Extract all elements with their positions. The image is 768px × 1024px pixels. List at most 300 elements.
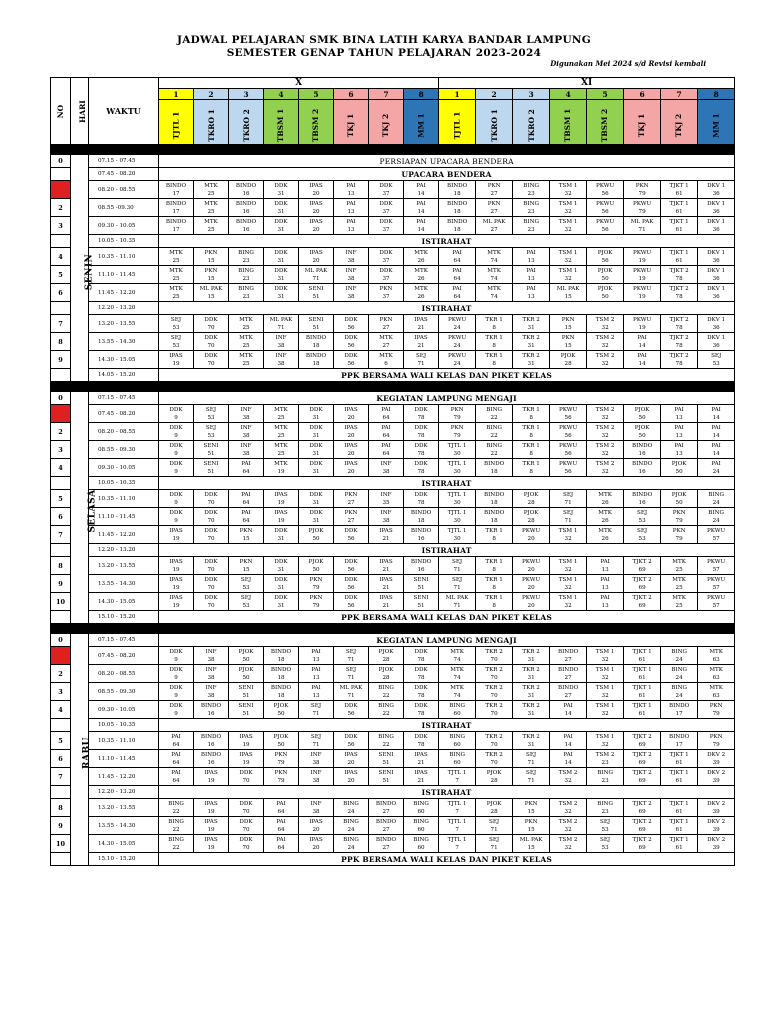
period-number: 7 [51,768,71,786]
subject-code: MTK [598,509,612,516]
lesson-cell [334,248,369,266]
teacher-code: 56 [347,602,355,609]
teacher-code: 71 [453,584,461,591]
subject-code: IPAS [169,558,183,565]
teacher-code: 20 [347,468,355,475]
teacher-code: 21 [417,759,425,766]
teacher-code: 79 [453,432,461,439]
time-slot: 07.15 - 07.45 [89,155,159,168]
teacher-code: 8 [492,602,496,609]
lesson-cell [404,333,439,351]
lesson-cell [264,441,299,459]
teacher-code: 30 [453,468,461,475]
teacher-code: 63 [712,674,720,681]
teacher-code: 14 [417,208,425,215]
activity-label: ISTIRAHAT [159,302,735,315]
teacher-code: 50 [601,293,609,300]
subject-code: PKN [274,751,288,758]
teacher-code: 61 [675,808,683,815]
subject-code: TJKT 2 [669,267,689,274]
subject-code: MTK [239,316,253,323]
teacher-code: 56 [347,566,355,573]
lesson-cell [587,405,624,423]
teacher-code: 9 [174,710,178,717]
teacher-code: 28 [382,656,390,663]
lesson-cell [334,701,369,719]
subject-code: IPAS [309,218,323,225]
teacher-code: 30 [453,517,461,524]
teacher-code: 25 [242,360,250,367]
subject-code: MTK [204,200,218,207]
lesson-cell [698,490,735,508]
subject-code: INF [380,509,392,516]
subject-code: DDK [344,702,358,709]
teacher-code: 13 [312,674,320,681]
lesson-cell [194,490,229,508]
lesson-cell [624,593,661,611]
teacher-code: 53 [712,360,720,367]
lesson-cell [587,575,624,593]
lesson-cell [404,459,439,477]
lesson-cell [698,199,735,217]
period-number: 7 [51,526,71,544]
subject-code: MTK [450,648,464,655]
teacher-code: 69 [638,826,646,833]
subject-code: PJOK [597,285,613,292]
lesson-cell [550,665,587,683]
class-name-label: TKRO 1 [206,108,216,142]
teacher-code: 21 [417,777,425,784]
subject-code: BINDO [165,218,187,225]
lesson-cell [476,732,513,750]
subject-code: DKV 2 [707,836,726,843]
day-separator [51,145,735,155]
class-name-label: TJTL 1 [171,111,181,139]
teacher-code: 24 [347,844,355,851]
subject-code: DDK [379,182,393,189]
lesson-cell [369,405,404,423]
lesson-cell [476,333,513,351]
subject-code: PKWU [596,218,615,225]
subject-code: MTK [598,491,612,498]
teacher-code: 70 [207,499,215,506]
lesson-cell [299,423,334,441]
teacher-code: 32 [564,566,572,573]
subject-code: DKV 1 [707,285,726,292]
teacher-code: 38 [277,360,285,367]
lesson-cell [264,817,299,835]
time-slot: 11.10 - 11.45 [89,750,159,768]
teacher-code: 51 [417,602,425,609]
subject-code: DKV 2 [707,800,726,807]
subject-code: SENI [238,684,254,691]
teacher-code: 38 [312,808,320,815]
lesson-cell [194,526,229,544]
teacher-code: 50 [675,499,683,506]
subject-code: PAI [416,200,426,207]
subject-code: SENI [238,702,254,709]
teacher-code: 70 [490,674,498,681]
subject-code: PKWU [522,558,541,565]
subject-code: MTK [169,249,183,256]
subject-code: DDK [204,576,218,583]
subject-code: DDK [204,334,218,341]
lesson-cell [159,665,194,683]
period-number: 5 [51,490,71,508]
lesson-cell [299,333,334,351]
lesson-cell [513,333,550,351]
lesson-cell [404,441,439,459]
teacher-code: 32 [601,450,609,457]
subject-code: ML PAK [445,594,469,601]
lesson-cell [159,441,194,459]
teacher-code: 17 [675,741,683,748]
subject-code: DKV 1 [707,249,726,256]
teacher-code: 15 [207,293,215,300]
lesson-cell [439,248,476,266]
teacher-code: 71 [490,844,498,851]
lesson-cell [661,315,698,333]
subject-code: TKR 2 [485,666,503,673]
teacher-code: 8 [529,450,533,457]
teacher-code: 71 [347,692,355,699]
teacher-code: 38 [382,517,390,524]
subject-code: TJTL 1 [447,442,467,449]
subject-code: BINDO [668,733,690,740]
schedule-table [50,77,735,866]
subject-code: TSM 1 [558,249,578,256]
class-number: 7 [369,89,404,100]
lesson-cell [439,508,476,526]
class-name-header [476,100,513,145]
teacher-code: 39 [712,844,720,851]
teacher-code: 25 [277,450,285,457]
teacher-code: 56 [601,226,609,233]
subject-code: BINDO [446,218,468,225]
teacher-code: 25 [207,208,215,215]
teacher-code: 16 [417,535,425,542]
teacher-code: 14 [564,710,572,717]
teacher-code: 79 [277,759,285,766]
lesson-cell [369,490,404,508]
teacher-code: 24 [675,656,683,663]
lesson-cell [404,750,439,768]
subject-code: PAI [452,285,462,292]
subject-code: TKR 2 [522,733,540,740]
subject-code: INF [345,249,357,256]
teacher-code: 20 [312,257,320,264]
lesson-cell [550,647,587,665]
period-number: 8 [51,557,71,575]
time-slot: 10.35 - 11.10 [89,732,159,750]
subject-code: MTK [598,527,612,534]
teacher-code: 13 [601,584,609,591]
lesson-cell [587,266,624,284]
lesson-cell [334,575,369,593]
teacher-code: 32 [564,257,572,264]
teacher-code: 56 [347,584,355,591]
subject-code: PAI [674,424,684,431]
day-separator [51,624,735,634]
subject-code: DDK [169,666,183,673]
period-number [51,369,71,382]
schedule-merged-row [51,853,735,866]
teacher-code: 61 [638,674,646,681]
lesson-cell [194,593,229,611]
lesson-cell [299,683,334,701]
subject-code: SEJ [310,702,322,709]
teacher-code: 79 [675,517,683,524]
teacher-code: 31 [277,257,285,264]
lesson-cell [334,181,369,199]
lesson-cell [587,817,624,835]
teacher-code: 20 [347,450,355,457]
lesson-cell [661,405,698,423]
teacher-code: 23 [527,208,535,215]
teacher-code: 25 [207,226,215,233]
teacher-code: 27 [382,808,390,815]
subject-code: BINDO [483,491,505,498]
teacher-code: 36 [712,226,720,233]
period-number: 5 [51,266,71,284]
schedule-merged-row [51,611,735,624]
teacher-code: 32 [601,414,609,421]
lesson-cell [476,423,513,441]
lesson-cell [550,217,587,235]
teacher-code: 64 [277,844,285,851]
lesson-cell [194,405,229,423]
schedule-row [51,217,735,235]
schedule-merged-row [51,369,735,382]
lesson-cell [369,665,404,683]
class-number: 7 [661,89,698,100]
lesson-cell [299,665,334,683]
lesson-cell [513,351,550,369]
subject-code: PJOK [238,648,254,655]
subject-code: BINDO [305,352,327,359]
schedule-merged-row [51,392,735,405]
teacher-code: 13 [527,257,535,264]
subject-code: ML PAK [269,316,293,323]
lesson-cell [698,459,735,477]
lesson-cell [299,351,334,369]
subject-code: PAI [711,424,721,431]
time-slot: 12.20 - 13.20 [89,786,159,799]
subject-code: PKN [561,334,575,341]
teacher-code: 19 [277,517,285,524]
lesson-cell [624,199,661,217]
class-number: 1 [439,89,476,100]
teacher-code: 50 [601,275,609,282]
subject-code: SENI [203,460,219,467]
schedule-row [51,701,735,719]
subject-code: IPAS [309,182,323,189]
subject-code: PJOK [634,406,650,413]
teacher-code: 70 [207,535,215,542]
lesson-cell [404,423,439,441]
lesson-cell [439,647,476,665]
lesson-cell [404,284,439,302]
teacher-code: 64 [172,741,180,748]
time-slot: 12.20 - 13.20 [89,544,159,557]
lesson-cell [299,799,334,817]
teacher-code: 25 [172,275,180,282]
waktu-header: WAKTU [89,78,159,145]
teacher-code: 60 [417,826,425,833]
teacher-code: 56 [347,535,355,542]
teacher-code: 36 [712,275,720,282]
subject-code: TSM 2 [595,406,615,413]
teacher-code: 24 [712,468,720,475]
time-slot: 13.55 - 14.30 [89,817,159,835]
time-slot: 14.05 - 15.20 [89,369,159,382]
subject-code: DDK [274,182,288,189]
teacher-code: 24 [347,826,355,833]
teacher-code: 32 [564,584,572,591]
subject-code: DDK [169,648,183,655]
lesson-cell [698,799,735,817]
lesson-cell [661,181,698,199]
period-number: 0 [51,634,71,647]
lesson-cell [587,423,624,441]
teacher-code: 79 [277,777,285,784]
teacher-code: 30 [453,450,461,457]
time-slot: 12.20 - 13.20 [89,302,159,315]
lesson-cell [264,423,299,441]
lesson-cell [334,441,369,459]
lesson-cell [476,490,513,508]
subject-code: BINDO [270,648,292,655]
teacher-code: 78 [417,499,425,506]
teacher-code: 22 [172,808,180,815]
lesson-cell [229,405,264,423]
teacher-code: 30 [453,535,461,542]
teacher-code: 31 [527,656,535,663]
lesson-cell [698,423,735,441]
lesson-cell [661,441,698,459]
teacher-code: 71 [527,759,535,766]
lesson-cell [587,459,624,477]
subject-code: PKN [344,491,358,498]
lesson-cell [194,248,229,266]
lesson-cell [624,683,661,701]
lesson-cell [404,405,439,423]
subject-code: DKV 1 [707,267,726,274]
teacher-code: 61 [675,759,683,766]
teacher-code: 27 [564,692,572,699]
teacher-code: 23 [601,808,609,815]
class-number: 6 [334,89,369,100]
lesson-cell [439,181,476,199]
class-name-label: TBSM 1 [276,108,286,142]
subject-code: DDK [169,460,183,467]
teacher-code: 14 [417,226,425,233]
teacher-code: 56 [564,450,572,457]
lesson-cell [513,750,550,768]
subject-code: PAI [311,648,321,655]
teacher-code: 13 [347,190,355,197]
subject-code: PKWU [559,460,578,467]
subject-code: SEJ [526,769,537,776]
lesson-cell [698,181,735,199]
teacher-code: 74 [490,293,498,300]
subject-code: BINDO [631,442,653,449]
time-slot: 13.20 - 13.55 [89,557,159,575]
subject-code: DDK [379,249,393,256]
subject-code: ML PAK [304,267,328,274]
lesson-cell [661,526,698,544]
teacher-code: 32 [564,190,572,197]
subject-code: TSM 2 [595,352,615,359]
class-number: 4 [550,89,587,100]
lesson-cell [264,490,299,508]
subject-code: DDK [344,576,358,583]
lesson-cell [513,217,550,235]
subject-code: BINDO [483,509,505,516]
subject-code: PKWU [522,576,541,583]
subject-code: PJOK [486,769,502,776]
subject-code: TSM 1 [558,267,578,274]
teacher-code: 22 [490,414,498,421]
lesson-cell [159,217,194,235]
teacher-code: 27 [490,226,498,233]
lesson-cell [264,181,299,199]
lesson-cell [624,835,661,853]
lesson-cell [513,405,550,423]
subject-code: PKN [309,594,323,601]
subject-code: PKWU [633,285,652,292]
teacher-code: 53 [172,342,180,349]
teacher-code: 31 [277,566,285,573]
class-name-header [624,100,661,145]
subject-code: IPAS [169,576,183,583]
subject-code: PKWU [559,442,578,449]
lesson-cell [264,593,299,611]
lesson-cell [439,768,476,786]
subject-code: MTK [274,424,288,431]
class-name-label: TKJ 2 [674,113,684,137]
subject-code: TJKT 2 [632,769,652,776]
teacher-code: 28 [527,499,535,506]
teacher-code: 22 [172,826,180,833]
lesson-cell [299,315,334,333]
period-number: 10 [51,593,71,611]
lesson-cell [194,701,229,719]
lesson-cell [624,575,661,593]
teacher-code: 56 [347,710,355,717]
subject-code: PAI [241,460,251,467]
teacher-code: 18 [453,190,461,197]
subject-code: PKN [635,182,649,189]
activity-label: ISTIRAHAT [159,544,735,557]
lesson-cell [513,683,550,701]
schedule-row [51,732,735,750]
subject-code: BINDO [557,666,579,673]
time-slot: 07.45 - 08.20 [89,168,159,181]
time-slot: 09.30 - 10.05 [89,217,159,235]
lesson-cell [661,799,698,817]
teacher-code: 27 [382,844,390,851]
time-slot: 15.10 - 15.20 [89,611,159,624]
teacher-code: 19 [207,808,215,815]
subject-code: BING [343,800,359,807]
subject-code: TKR 2 [522,648,540,655]
subject-code: IPAS [204,769,218,776]
lesson-cell [229,750,264,768]
lesson-cell [661,817,698,835]
subject-code: INF [205,684,217,691]
teacher-code: 15 [564,324,572,331]
